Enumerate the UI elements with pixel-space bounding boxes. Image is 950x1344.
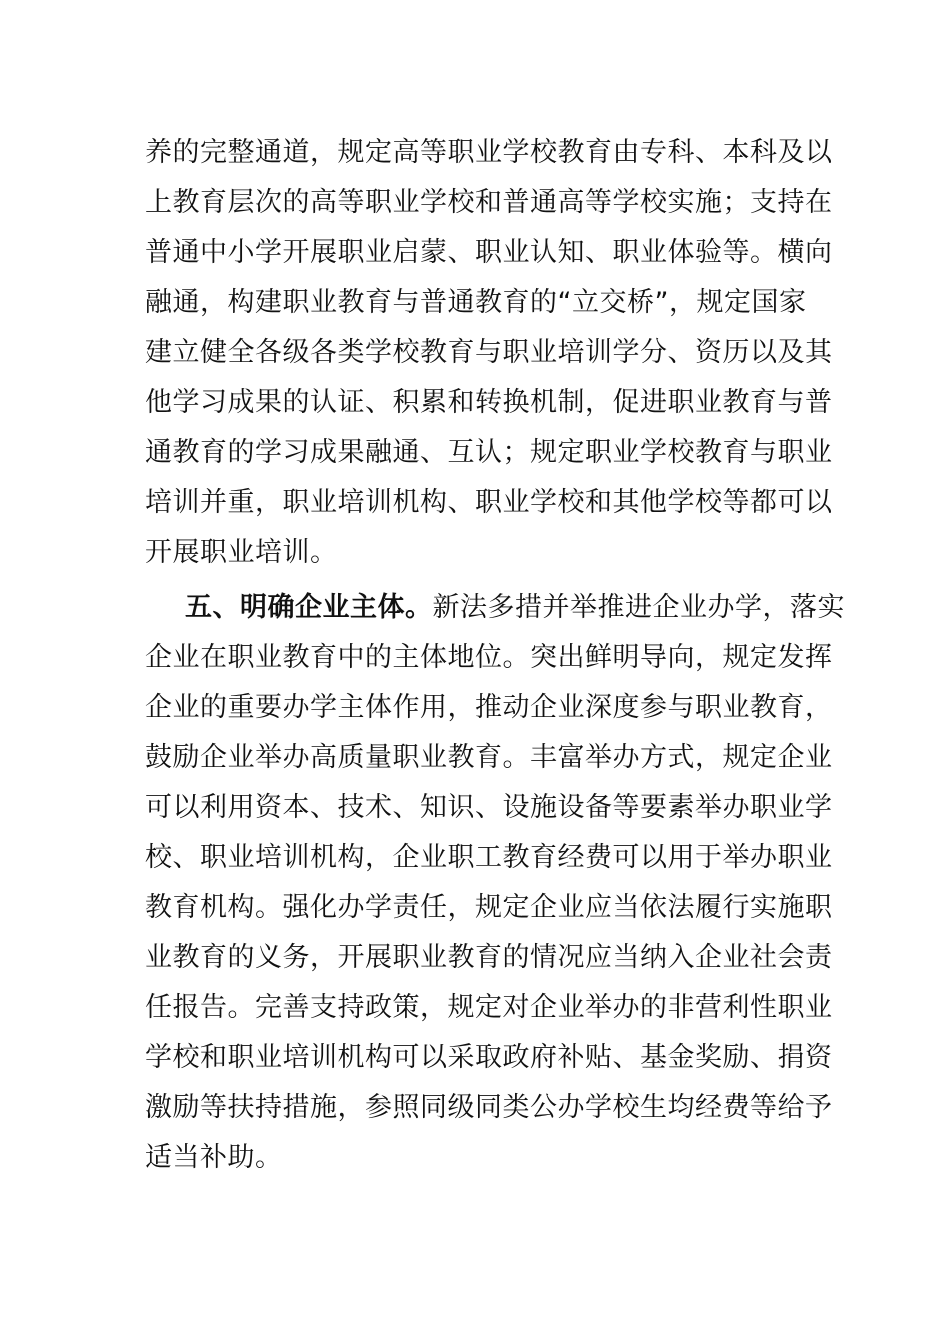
text-line: 鼓励企业举办高质量职业教育。丰富举办方式，规定企业 [145, 742, 833, 773]
text-line: 培训并重，职业培训机构、职业学校和其他学校等都可以 [145, 487, 833, 518]
text-line: 可以利用资本、技术、知识、设施设备等要素举办职业学 [145, 792, 833, 823]
text-line: 任报告。完善支持政策，规定对企业举办的非营利性职业 [145, 992, 833, 1023]
paragraph-2 [145, 583, 845, 1183]
text-line: 企业的重要办学主体作用，推动企业深度参与职业教育， [145, 692, 833, 723]
text-line: 开展职业培训。 [145, 537, 338, 568]
text-line: 建立健全各级各类学校教育与职业培训学分、资历以及其 [145, 337, 833, 368]
section-heading: 五、明确企业主体。 [185, 592, 433, 623]
text-line: 业教育的义务，开展职业教育的情况应当纳入企业社会责 [145, 942, 833, 973]
text-line: 养的完整通道，规定高等职业学校教育由专科、本科及以 [145, 137, 833, 168]
text-line: 融通，构建职业教育与普通教育的“立交桥”，规定国家 [145, 287, 807, 318]
text-line: 通教育的学习成果融通、互认；规定职业学校教育与职业 [145, 437, 833, 468]
paragraph-first-line [145, 583, 845, 633]
text-line: 企业在职业教育中的主体地位。突出鲜明导向，规定发挥 [145, 642, 833, 673]
text-line: 激励等扶持措施，参照同级同类公办学校生均经费等给予 [145, 1092, 833, 1123]
text-line: 适当补助。 [145, 1142, 283, 1173]
text-line: 他学习成果的认证、积累和转换机制，促进职业教育与普 [145, 387, 833, 418]
text-line: 普通中小学开展职业启蒙、职业认知、职业体验等。横向 [145, 237, 833, 268]
text-line: 学校和职业培训机构可以采取政府补贴、基金奖励、捐资 [145, 1042, 833, 1073]
text-line: 教育机构。强化办学责任，规定企业应当依法履行实施职 [145, 892, 833, 923]
text-line: 上教育层次的高等职业学校和普通高等学校实施；支持在 [145, 187, 833, 218]
text-line: 校、职业培训机构，企业职工教育经费可以用于举办职业 [145, 842, 833, 873]
paragraph-1 [145, 128, 833, 578]
text-run: 新法多措并举推进企业办学，落实 [432, 592, 845, 623]
